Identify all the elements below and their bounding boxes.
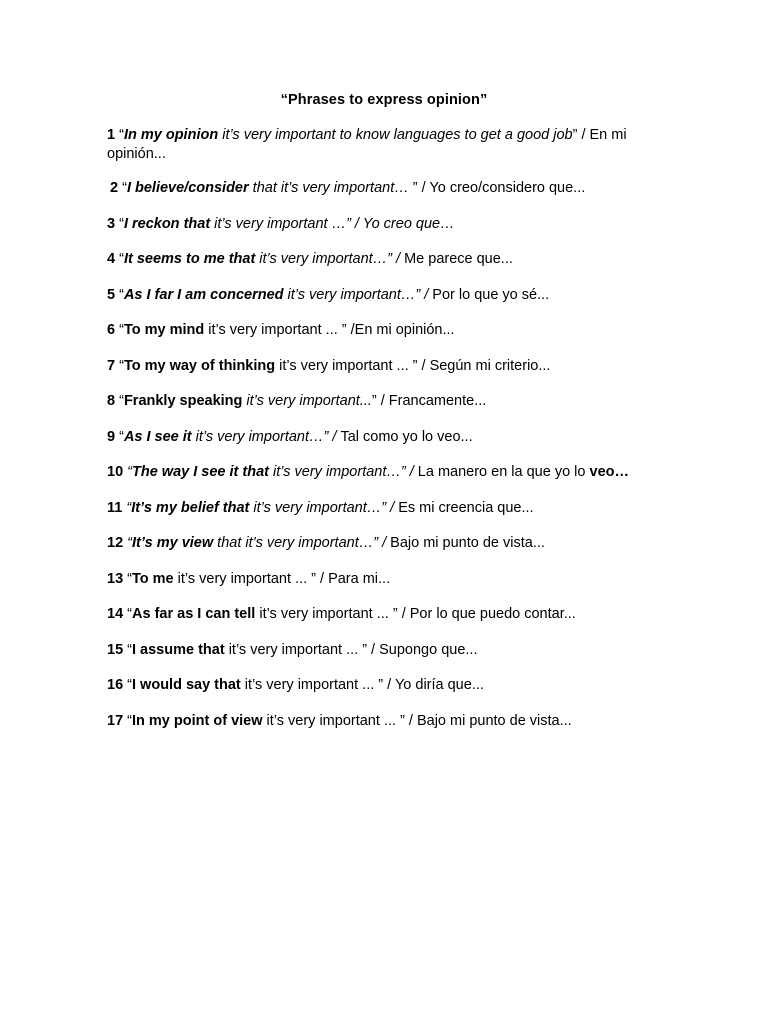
phrase-body: it’s very important…” / bbox=[283, 286, 433, 303]
phrase-number: 4 bbox=[107, 251, 116, 267]
translation: En mi opinión... bbox=[107, 127, 627, 162]
open-quote: “ bbox=[118, 180, 127, 196]
phrase-item-12 bbox=[107, 534, 667, 553]
key-phrase: I assume that bbox=[132, 641, 225, 658]
phrase-item-3 bbox=[107, 215, 667, 234]
key-phrase: As I see it bbox=[123, 428, 192, 445]
translation: Me parece que... bbox=[404, 251, 513, 267]
phrase-number: 14 bbox=[107, 606, 124, 622]
phrase-body: it’s very important ... ” / Bajo mi punto de vista... bbox=[262, 712, 572, 729]
key-phrase: To me bbox=[132, 570, 174, 587]
open-quote: “ bbox=[115, 357, 124, 374]
key-phrase: In my opinion bbox=[123, 127, 219, 143]
phrase-body: it’s very important ... ” /En mi opinión... bbox=[204, 322, 455, 338]
phrase-body: it’s very important …” / Yo creo que… bbox=[210, 215, 455, 232]
key-phrase: As I far I am concerned bbox=[123, 286, 284, 303]
open-quote: “ bbox=[115, 393, 124, 409]
translation: Yo creo/considero que... bbox=[429, 180, 586, 196]
translation: Tal como yo lo veo... bbox=[340, 428, 473, 445]
translation-bold: veo… bbox=[589, 464, 629, 480]
translation: La manero en la que yo lo bbox=[417, 464, 590, 480]
open-quote: “ bbox=[123, 606, 132, 622]
open-quote: “ bbox=[123, 712, 132, 729]
close-quote: ” / bbox=[412, 180, 430, 196]
open-quote: “ bbox=[115, 251, 124, 267]
phrase-number: 5 bbox=[107, 286, 116, 303]
phrase-item-10 bbox=[107, 463, 667, 482]
open-quote: “ bbox=[123, 570, 132, 587]
open-quote: “ bbox=[115, 127, 124, 143]
phrase-item-11 bbox=[107, 499, 667, 518]
phrase-body: it’s very important…” / bbox=[269, 464, 418, 480]
phrase-item-16 bbox=[107, 676, 667, 695]
key-phrase: To my mind bbox=[123, 322, 205, 338]
phrase-body: it’s very important to know languages to get a good job bbox=[218, 127, 573, 143]
phrase-item-13 bbox=[107, 570, 667, 589]
phrase-number: 7 bbox=[107, 357, 116, 374]
open-quote: “ bbox=[115, 428, 124, 445]
phrase-body: it’s very important ... ” / Supongo que... bbox=[224, 641, 478, 658]
key-phrase: To my way of thinking bbox=[123, 357, 276, 374]
phrase-body: it’s very important ... ” / Según mi criterio... bbox=[275, 357, 551, 374]
translation: Bajo mi punto de vista... bbox=[390, 535, 545, 551]
phrase-body-italic: it’s very important... bbox=[242, 393, 372, 409]
translation: Por lo que yo sé... bbox=[432, 286, 550, 303]
phrase-item-6 bbox=[107, 321, 667, 340]
open-quote: “ bbox=[123, 641, 132, 658]
key-phrase: It seems to me that bbox=[123, 251, 256, 267]
phrase-body: ” / Francamente... bbox=[371, 393, 487, 409]
open-quote: “ bbox=[115, 322, 124, 338]
phrase-body: that it’s very important… bbox=[248, 180, 413, 196]
phrase-number: 15 bbox=[107, 641, 124, 658]
phrase-item-15 bbox=[107, 641, 667, 660]
phrase-item-1 bbox=[107, 126, 667, 164]
phrase-number: 6 bbox=[107, 322, 116, 338]
close-quote: ” / bbox=[572, 127, 590, 143]
open-quote: “ bbox=[123, 677, 132, 693]
open-quote: “ bbox=[123, 535, 132, 551]
key-phrase: The way I see it that bbox=[132, 464, 269, 480]
phrase-number: 12 bbox=[107, 535, 124, 551]
phrase-item-7 bbox=[107, 357, 667, 376]
open-quote: “ bbox=[122, 499, 132, 516]
phrase-item-2 bbox=[107, 179, 667, 198]
phrase-body: it’s very important…” / bbox=[249, 499, 399, 516]
phrase-item-8 bbox=[107, 392, 667, 411]
phrase-number: 3 bbox=[107, 215, 116, 232]
phrase-number: 2 bbox=[110, 180, 119, 196]
translation: Es mi creencia que... bbox=[398, 499, 534, 516]
phrase-number: 8 bbox=[107, 393, 116, 409]
key-phrase: As far as I can tell bbox=[132, 606, 256, 622]
phrase-number: 9 bbox=[107, 428, 116, 445]
document-title: “Phrases to express opinion” bbox=[280, 92, 488, 108]
phrase-number: 13 bbox=[107, 570, 124, 587]
key-phrase: Frankly speaking bbox=[123, 393, 243, 409]
phrase-body: it’s very important…” / bbox=[191, 428, 341, 445]
phrase-item-9 bbox=[107, 428, 667, 447]
phrase-number: 10 bbox=[107, 464, 124, 480]
phrase-number: 17 bbox=[107, 712, 124, 729]
phrase-list bbox=[107, 126, 667, 747]
phrase-item-5 bbox=[107, 286, 667, 305]
phrase-body: it’s very important ... ” / Por lo que puedo contar... bbox=[255, 606, 576, 622]
key-phrase: I reckon that bbox=[123, 215, 211, 232]
phrase-number: 1 bbox=[107, 127, 116, 143]
open-quote: “ bbox=[115, 215, 124, 232]
phrase-body: it’s very important ... ” / Para mi... bbox=[173, 570, 391, 587]
phrase-item-17 bbox=[107, 712, 667, 731]
open-quote: “ bbox=[123, 464, 132, 480]
key-phrase: In my point of view bbox=[132, 712, 263, 729]
key-phrase: I believe/consider bbox=[126, 180, 249, 196]
phrase-number: 11 bbox=[107, 499, 123, 516]
phrase-body: that it’s very important…” / bbox=[213, 535, 391, 551]
key-phrase: It’s my belief that bbox=[131, 499, 250, 516]
phrase-item-14 bbox=[107, 605, 667, 624]
open-quote: “ bbox=[115, 286, 124, 303]
phrase-number: 16 bbox=[107, 677, 124, 693]
key-phrase: It’s my view bbox=[132, 535, 214, 551]
phrase-body: it’s very important ... ” / Yo diría que... bbox=[240, 677, 484, 693]
phrase-item-4 bbox=[107, 250, 667, 269]
phrase-body: it’s very important…” / bbox=[255, 251, 405, 267]
key-phrase: I would say that bbox=[132, 677, 241, 693]
